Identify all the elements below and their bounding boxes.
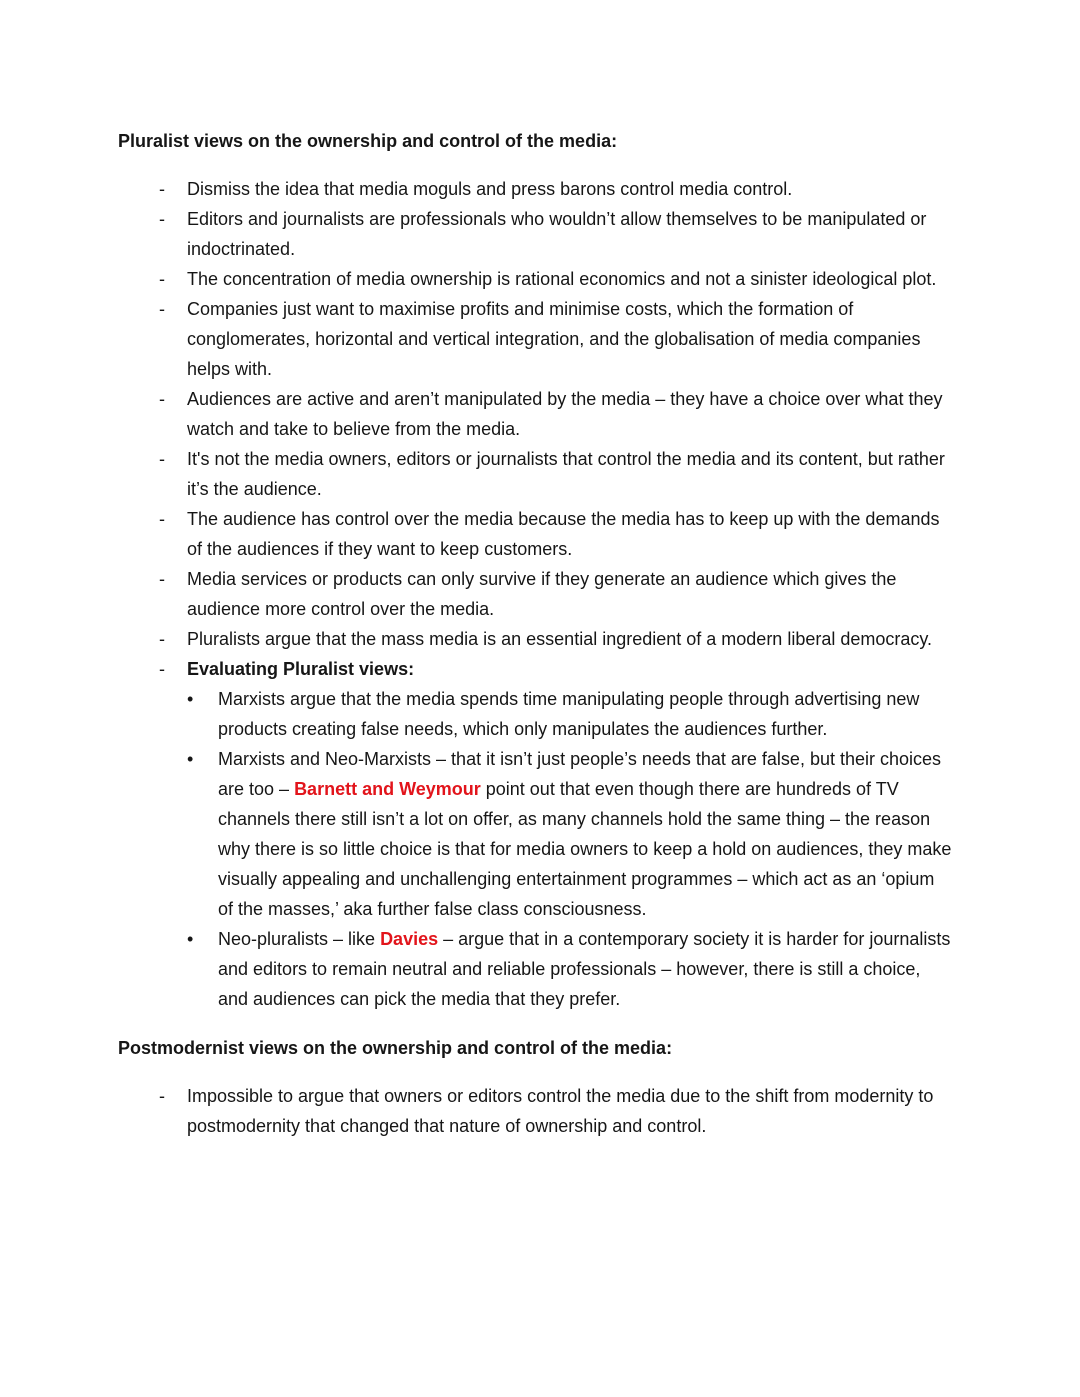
bullet-item (118, 504, 952, 564)
bullet-marker: • (187, 749, 194, 769)
bullet-item (118, 384, 952, 444)
bullet-item (118, 1081, 952, 1141)
text-segment: point out that even though there are hundreds of TV channels there still isn’t a lot on offer, as many channels hold the same thing – the reason why there is so little choice is that for media owners to keep a hold on audiences, they make visually appealing and unchallenging entertainment programmes – which act as an ‘opium of the masses,’ aka further false class consciousness. (218, 779, 952, 919)
bullet-marker: - (159, 569, 165, 589)
bullet-text (187, 624, 952, 654)
bullet-item (118, 204, 952, 264)
text-segment: It's not the media owners, editors or journalists that control the media and its content, but rather it’s the audience. (187, 449, 945, 499)
bullet-list-pluralist (118, 174, 952, 1014)
bullet-item (118, 684, 952, 744)
bullet-item (118, 174, 952, 204)
text-segment: Audiences are active and aren’t manipulated by the media – they have a choice over what they watch and take to believe from the media. (187, 389, 943, 439)
bullet-text (187, 204, 952, 264)
text-segment: Marxists argue that the media spends time manipulating people through advertising new products creating false needs, which only manipulates the audiences further. (218, 689, 920, 739)
text-segment: Pluralists argue that the mass media is an essential ingredient of a modern liberal democracy. (187, 629, 933, 649)
bullet-marker: - (159, 209, 165, 229)
bullet-text (218, 924, 952, 1014)
bullet-text (187, 444, 952, 504)
bullet-marker: - (159, 269, 165, 289)
text-segment: Media services or products can only survive if they generate an audience which gives the audience more control over the media. (187, 569, 897, 619)
text-segment: Neo-pluralists – like (218, 929, 381, 949)
bullet-item (118, 744, 952, 924)
bullet-marker: - (159, 449, 165, 469)
text-segment: The concentration of media ownership is rational economics and not a sinister ideological plot. (187, 269, 937, 289)
bullet-text (218, 684, 952, 744)
bullet-marker: - (159, 299, 165, 319)
text-segment: Companies just want to maximise profits and minimise costs, which the formation of conglomerates, horizontal and vertical integration, and the globalisation of media companies helps with. (187, 299, 921, 379)
bullet-text (187, 384, 952, 444)
text-segment: The audience has control over the media because the media has to keep up with the demands of the audiences if they want to keep customers. (187, 509, 940, 559)
bullet-marker: - (159, 179, 165, 199)
bullet-marker: • (187, 929, 194, 949)
bullet-list-postmodernist (118, 1081, 952, 1141)
text-segment: Evaluating Pluralist views: (187, 659, 415, 679)
highlighted-term: Barnett and Weymour (294, 779, 481, 799)
bullet-text (187, 174, 952, 204)
text-segment: – argue that in a contemporary society it is harder for journalists and editors to remain neutral and reliable professionals – however, there is still a choice, and audiences can pick the media that they prefer. (218, 929, 951, 1009)
section-pluralist (118, 126, 952, 1014)
highlighted-term: Davies (380, 929, 439, 949)
bullet-item (118, 264, 952, 294)
bullet-text (187, 294, 952, 384)
bullet-item (118, 444, 952, 504)
bullet-marker: - (159, 659, 165, 679)
section-heading-postmodernist: Postmodernist views on the ownership and control of the media: (118, 1038, 673, 1058)
text-segment: Dismiss the idea that media moguls and press barons control media control. (187, 179, 793, 199)
text-segment: Editors and journalists are professionals who wouldn’t allow themselves to be manipulated or indoctrinated. (187, 209, 927, 259)
bullet-marker: - (159, 509, 165, 529)
bullet-item (118, 624, 952, 654)
bullet-item (118, 294, 952, 384)
text-segment: Impossible to argue that owners or editors control the media due to the shift from modernity to postmodernity that changed that nature of ownership and control. (187, 1086, 934, 1136)
bullet-text (218, 744, 952, 924)
section-postmodernist (118, 1033, 952, 1141)
bullet-item (118, 924, 952, 1014)
bullet-item (118, 654, 952, 684)
bullet-text (187, 264, 952, 294)
bullet-marker: - (159, 389, 165, 409)
bullet-marker: - (159, 629, 165, 649)
bullet-item (118, 564, 952, 624)
bullet-marker: • (187, 689, 194, 709)
bullet-text (187, 654, 952, 684)
section-heading-pluralist: Pluralist views on the ownership and control of the media: (118, 131, 618, 151)
bullet-text (187, 504, 952, 564)
bullet-text (187, 564, 952, 624)
text-segment: Marxists and Neo-Marxists – that it isn’t just people’s needs that are false, but their choices are too – (218, 749, 942, 799)
bullet-marker: - (159, 1086, 165, 1106)
bullet-text (187, 1081, 952, 1141)
